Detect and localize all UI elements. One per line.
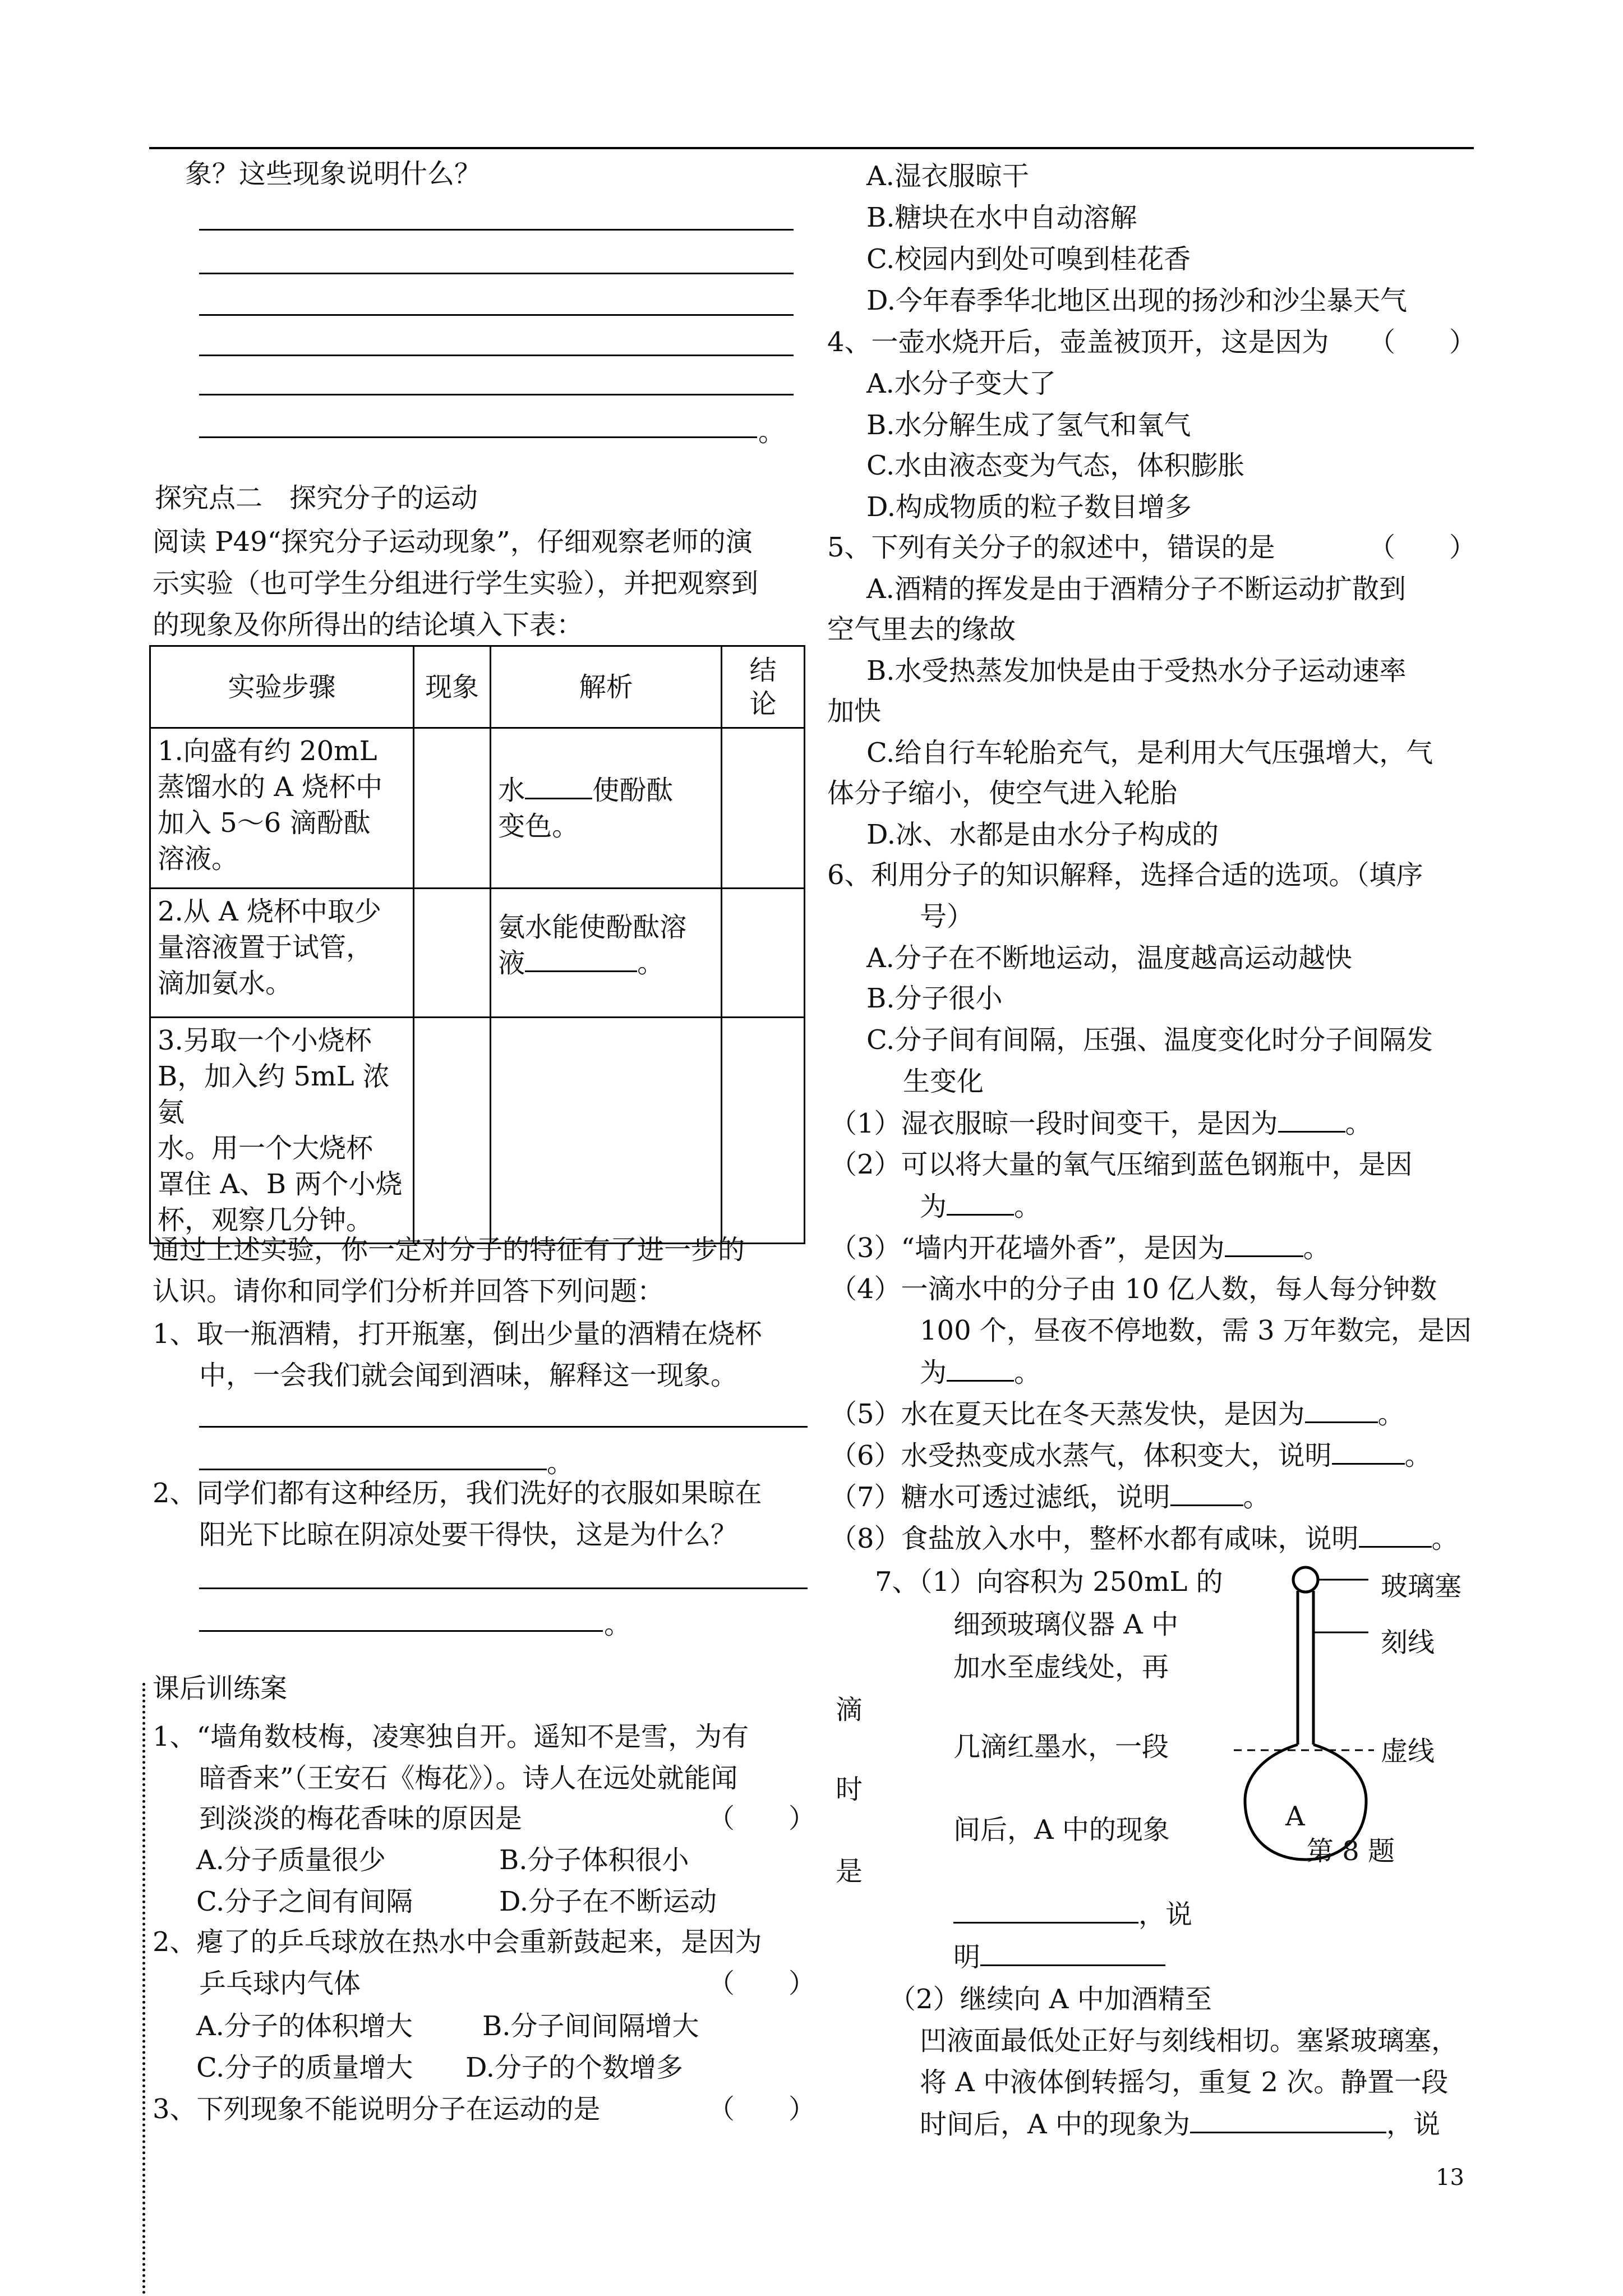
- analysis-cell[interactable]: [491, 1018, 722, 1244]
- figure-caption: 第 8 题: [1307, 1835, 1395, 1867]
- practice-q7: 间后，A 中的现象: [953, 1814, 1170, 1846]
- option[interactable]: A.湿衣服晾干: [866, 160, 1029, 192]
- fill-blank[interactable]: [953, 1897, 1138, 1924]
- section-text: 阅读 P49“探究分子运动现象”，仔细观察老师的演: [153, 526, 753, 558]
- step-cell: 3.另取一个小烧杯 B，加入约 5mL 浓氨 水。用一个大烧杯 罩住 A、B 两个小烧 杯，观察几分钟。: [150, 1018, 414, 1244]
- option[interactable]: B.分子间间隔增大: [482, 2010, 699, 2042]
- fill-blank[interactable]: [525, 773, 592, 799]
- table-header: 解析: [491, 646, 722, 728]
- practice-q4: 4、一壶水烧开后，壶盖被顶开，这是因为: [827, 326, 1329, 358]
- option: 空气里去的缘故: [827, 614, 1016, 645]
- phenomenon-cell[interactable]: [413, 1018, 490, 1244]
- option: A.分子在不断地运动，温度越高运动越快: [866, 942, 1352, 974]
- option[interactable]: B.糖块在水中自动溶解: [866, 202, 1137, 233]
- fill-blank[interactable]: [1190, 2107, 1386, 2133]
- question-1: 1、取一瓶酒精，打开瓶塞，倒出少量的酒精在烧杯: [153, 1318, 762, 1350]
- period: 。: [604, 1609, 631, 1640]
- paragraph: 认识。请你和同学们分析并回答下列问题：: [153, 1276, 665, 1307]
- table-row: [150, 1018, 805, 1244]
- practice-q7: 是: [836, 1856, 863, 1887]
- answer-line[interactable]: [199, 394, 794, 395]
- answer-line[interactable]: [199, 1588, 808, 1589]
- answer-line[interactable]: [199, 1469, 547, 1470]
- fill-item: （5）水在夏天比在冬天蒸发快，是因为 。: [830, 1397, 1405, 1431]
- answer-paren[interactable]: （ ）: [708, 1968, 816, 1999]
- stopper-shape: [1293, 1567, 1318, 1592]
- option[interactable]: D.分子的个数增多: [465, 2052, 684, 2083]
- option[interactable]: C.水由液态变为气态，体积膨胀: [866, 450, 1245, 481]
- option[interactable]: D.分子在不断运动: [499, 1886, 717, 1917]
- answer-line[interactable]: [199, 1630, 603, 1632]
- fill-item: （7）糖水可透过滤纸，说明 。: [830, 1480, 1270, 1514]
- table-header: 实验步骤: [150, 646, 414, 728]
- fill-blank[interactable]: [980, 1940, 1165, 1966]
- answer-line[interactable]: [199, 1426, 808, 1428]
- practice-q1: 1、“墙角数枝梅，凌寒独自开。遥知不是雪，为有: [153, 1721, 749, 1752]
- option[interactable]: C.给自行车轮胎充气，是利用大气压强增大，气: [866, 737, 1433, 769]
- phenomenon-cell[interactable]: [413, 889, 490, 1018]
- period: 。: [758, 416, 786, 448]
- option[interactable]: B.水受热蒸发加快是由于受热水分子运动速率: [866, 655, 1407, 687]
- option[interactable]: B.水分解生成了氢气和氧气: [866, 409, 1191, 441]
- label-dashed: 虚线: [1381, 1736, 1435, 1767]
- practice-q6: 号）: [920, 901, 974, 932]
- option: C.分子间有间隔，压强、温度变化时分子间隔发: [866, 1024, 1433, 1056]
- fill-item: （1）湿衣服晾一段时间变干，是因为 。: [830, 1106, 1372, 1140]
- binding-margin: [142, 1683, 145, 2294]
- paragraph: 通过上述实验，你一定对分子的特征有了进一步的: [153, 1234, 745, 1266]
- option[interactable]: C.分子之间有间隔: [196, 1886, 413, 1917]
- practice-q7: 滴: [836, 1694, 863, 1726]
- practice-q5: 5、下列有关分子的叙述中，错误的是: [827, 532, 1275, 563]
- option: B.分子很小: [866, 983, 1003, 1014]
- practice-q7: 加水至虚线处，再: [953, 1651, 1169, 1683]
- conclusion-cell[interactable]: [722, 1018, 805, 1244]
- practice-q3: 3、下列现象不能说明分子在运动的是: [153, 2093, 601, 2125]
- practice-q1: 暗香来”（王安石《梅花》）。诗人在远处就能闻: [199, 1763, 738, 1794]
- answer-paren[interactable]: （ ）: [1368, 532, 1477, 563]
- experiment-table: [149, 645, 805, 1244]
- phenomenon-cell[interactable]: [413, 728, 490, 889]
- fill-blank[interactable]: [1278, 1106, 1345, 1133]
- fill-blank[interactable]: [1332, 1438, 1405, 1465]
- fill-blank[interactable]: [947, 1355, 1014, 1382]
- fill-item: 为 。: [920, 1189, 1041, 1223]
- option[interactable]: A.分子的体积增大: [196, 2010, 413, 2042]
- analysis-cell: 氨水能使酚酞溶 液 。: [491, 889, 722, 1018]
- header-rule: [149, 147, 1474, 149]
- label-stopper: 玻璃塞: [1381, 1571, 1462, 1602]
- option[interactable]: C.校园内到处可嗅到桂花香: [866, 243, 1191, 275]
- conclusion-cell[interactable]: [722, 889, 805, 1018]
- fill-blank[interactable]: [1359, 1521, 1432, 1548]
- practice-q7: 明: [953, 1940, 1165, 1974]
- question-2: 2、同学们都有这种经历，我们洗好的衣服如果晾在: [153, 1478, 762, 1509]
- fill-item: （6）水受热变成水蒸气，体积变大，说明 。: [830, 1438, 1432, 1473]
- label-mark: 刻线: [1381, 1627, 1435, 1658]
- question-tail: 象？这些现象说明什么？: [185, 158, 482, 190]
- period: 。: [547, 1447, 574, 1479]
- practice-q6: 6、利用分子的知识解释，选择合适的选项。（填序: [827, 859, 1423, 891]
- practice-q7-part2: 时间后，A 中的现象为 ，说: [920, 2107, 1440, 2141]
- fill-blank[interactable]: [1225, 1231, 1303, 1257]
- table-row: [150, 728, 805, 889]
- option[interactable]: D.构成物质的粒子数目增多: [866, 491, 1192, 523]
- practice-q7: 时: [836, 1774, 863, 1805]
- practice-title: 课后训练案: [153, 1673, 288, 1704]
- option: 体分子缩小，使空气进入轮胎: [827, 777, 1178, 809]
- conclusion-cell[interactable]: [722, 728, 805, 889]
- fill-item: （3）“墙内开花墙外香”，是因为 。: [830, 1231, 1330, 1265]
- answer-line[interactable]: [199, 273, 794, 274]
- option: 加快: [827, 696, 882, 727]
- fill-item: 为 。: [920, 1355, 1041, 1389]
- fill-item: （8）食盐放入水中，整杯水都有咸味，说明 。: [830, 1521, 1459, 1556]
- table-header: 结论: [722, 646, 805, 728]
- page-number: 13: [1436, 2165, 1464, 2191]
- table-header: 现象: [413, 646, 490, 728]
- option[interactable]: B.分子体积很小: [499, 1844, 689, 1876]
- practice-q7-part2: （2）继续向 A 中加酒精至: [889, 1984, 1212, 2015]
- fill-item: （4）一滴水中的分子由 10 亿人数，每人每分钟数: [830, 1273, 1437, 1305]
- fill-blank[interactable]: [525, 946, 637, 972]
- practice-q7: 几滴红墨水，一段: [953, 1731, 1169, 1763]
- practice-q7-part2: 将 A 中液体倒转摇匀，重复 2 次。静置一段: [920, 2067, 1449, 2098]
- practice-q7: 细颈玻璃仪器 A 中: [953, 1609, 1179, 1640]
- label-a: A: [1285, 1801, 1305, 1832]
- practice-q7: 7、（1）向容积为 250mL 的: [875, 1566, 1223, 1598]
- question-1: 中，一会我们就会闻到酒味，解释这一现象。: [199, 1360, 738, 1391]
- practice-q7-part2: 凹液面最低处正好与刻线相切。塞紧玻璃塞，: [920, 2025, 1459, 2056]
- answer-line[interactable]: [199, 355, 794, 356]
- option: 生变化: [903, 1066, 984, 1097]
- section-text: 的现象及你所得出的结论填入下表：: [153, 609, 584, 641]
- analysis-cell: 水 使酚酞 变色。: [491, 728, 722, 889]
- option[interactable]: A.分子质量很少: [196, 1844, 386, 1876]
- practice-q2: 2、瘪了的乒乓球放在热水中会重新鼓起来，是因为: [153, 1926, 762, 1958]
- option[interactable]: A.酒精的挥发是由于酒精分子不断运动扩散到: [866, 573, 1406, 605]
- table-row: [150, 889, 805, 1018]
- answer-line[interactable]: [199, 314, 794, 316]
- answer-paren[interactable]: （ ）: [1368, 326, 1477, 358]
- section-title: 探究点二 探究分子的运动: [155, 482, 478, 514]
- section-text: 示实验（也可学生分组进行学生实验），并把观察到: [153, 568, 759, 599]
- fill-item: 100 个，昼夜不停地数，需 3 万年数完，是因: [920, 1315, 1472, 1346]
- option[interactable]: D.今年春季华北地区出现的扬沙和沙尘暴天气: [866, 285, 1408, 316]
- step-cell: 1.向盛有约 20mL 蒸馏水的 A 烧杯中 加入 5～6 滴酚酞 溶液。: [150, 728, 414, 889]
- fill-blank[interactable]: [1170, 1480, 1243, 1506]
- fill-blank[interactable]: [1305, 1397, 1378, 1423]
- question-2: 阳光下比晾在阴凉处要干得快，这是为什么？: [199, 1519, 738, 1550]
- practice-q1: 到淡淡的梅花香味的原因是: [199, 1803, 523, 1834]
- option[interactable]: A.水分子变大了: [866, 368, 1056, 399]
- answer-line[interactable]: [199, 229, 794, 231]
- option[interactable]: D.冰、水都是由水分子构成的: [866, 819, 1219, 850]
- answer-paren[interactable]: （ ）: [708, 1803, 816, 1834]
- fill-blank[interactable]: [947, 1189, 1014, 1216]
- fill-item: （2）可以将大量的氧气压缩到蓝色钢瓶中，是因: [830, 1149, 1413, 1180]
- practice-q7: ，说: [953, 1897, 1192, 1931]
- step-cell: 2.从 A 烧杯中取少 量溶液置于试管， 滴加氨水。: [150, 889, 414, 1018]
- option[interactable]: C.分子的质量增大: [196, 2052, 413, 2083]
- practice-q2: 乒乓球内气体: [199, 1968, 361, 1999]
- answer-paren[interactable]: （ ）: [708, 2093, 816, 2125]
- answer-line[interactable]: [199, 436, 757, 438]
